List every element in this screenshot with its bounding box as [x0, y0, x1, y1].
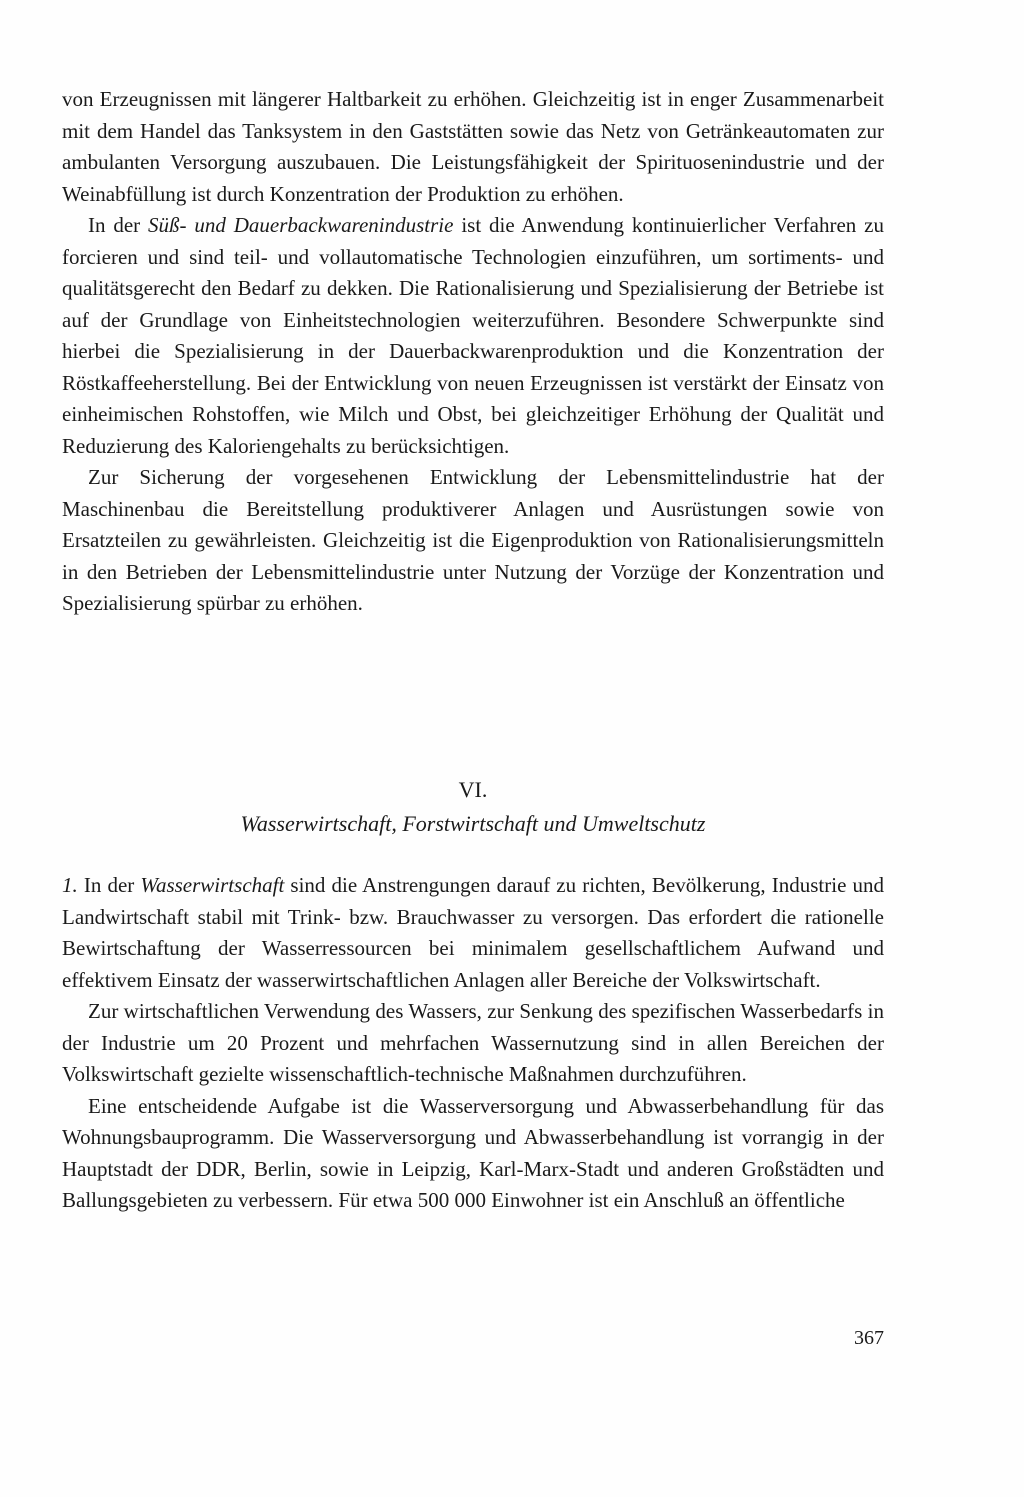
italic-term: Wasserwirtschaft [140, 873, 285, 897]
paragraph-text: In der [88, 213, 149, 237]
paragraph-text: In der [77, 873, 141, 897]
paragraph-text: ist die Anwendung kontinuierlicher Verfahren zu forcieren und sind teil- und vollautomatische Technologien einzuführen, um sortiments- und qualitätsgerecht den Bedarf zu dekken. Die Rationalisierung und Spezialisierung der Betriebe ist auf der Grundlage von Einheitstechnologien weiterzuführen. Besondere Schwerpunkte sind hierbei die Spezialisierung in der Dauerbackwarenproduktion und die Konzentration der Röstkaffeeherstellung. Bei der Entwicklung von neuen Erzeugnissen ist verstärkt der Einsatz von einheimischen Rohstoffen, wie Milch und Obst, bei gleichzeitiger Erhöhung der Qualität und Reduzierung des Kaloriengehalts zu berücksichtigen. [62, 213, 884, 458]
text-section-upper [62, 84, 884, 620]
list-number: 1. [62, 873, 78, 897]
paragraph: Zur Sicherung der vorgesehenen Entwicklung der Lebensmittelindustrie hat der Maschinenbau die Bereitstellung produktiverer Anlagen und Ausrüstungen sowie von Ersatzteilen zu gewährleisten. Gleichzeitig ist die Eigenproduktion von Rationalisierungsmitteln in den Betrieben der Lebensmittelindustrie unter Nutzung der Vorzüge der Konzentration und Spezialisierung spürbar zu erhöhen. [62, 465, 884, 615]
paragraph: von Erzeugnissen mit längerer Haltbarkeit zu erhöhen. Gleichzeitig ist in enger Zusammenarbeit mit dem Handel das Tanksystem in den Gaststätten sowie das Netz von Getränkeautomaten zur ambulanten Versorgung auszubauen. Die Leistungsfähigkeit der Spirituosenindustrie und der Weinabfüllung ist durch Konzentration der Produktion zu erhöhen. [62, 87, 884, 206]
section-title: Wasserwirtschaft, Forstwirtschaft und Umweltschutz [240, 811, 706, 836]
italic-term: Süß- und Dauerbackwarenindustrie [148, 213, 454, 237]
section-number: VI. [458, 777, 488, 802]
page-number: 367 [854, 1327, 884, 1349]
text-section-lower [62, 870, 884, 1217]
paragraph: Eine entscheidende Aufgabe ist die Wasserversorgung und Abwasserbehandlung für das Wohnungsbauprogramm. Die Wasserversorgung und Abwasserbehandlung ist vorrangig in der Hauptstadt der DDR, Berlin, sowie in Leipzig, Karl-Marx-Stadt und anderen Großstädten und Ballungsgebieten zu verbessern. Für etwa 500 000 Einwohner ist ein Anschluß an öffentliche [62, 1093, 884, 1212]
paragraph: Zur wirtschaftlichen Verwendung des Wassers, zur Senkung des spezifischen Wasserbedarfs in der Industrie um 20 Prozent und mehrfachen Wassernutzung sind in allen Bereichen der Volkswirtschaft gezielte wissenschaftlich-technische Maßnahmen durchzuführen. [62, 999, 884, 1086]
paragraph [62, 870, 884, 996]
paragraph-text: sind die Anstrengungen darauf zu richten, Bevölkerung, Industrie und Landwirtschaft stabil mit Trink- bzw. Brauchwasser zu versorgen. Das erfordert die rationelle Bewirtschaftung der Wasserressourcen bei minimalem gesellschaftlichem Aufwand und effektivem Einsatz der wasserwirtschaftlichen Anlagen aller Bereiche der Volkswirtschaft. [62, 873, 884, 992]
paragraph [62, 210, 884, 462]
